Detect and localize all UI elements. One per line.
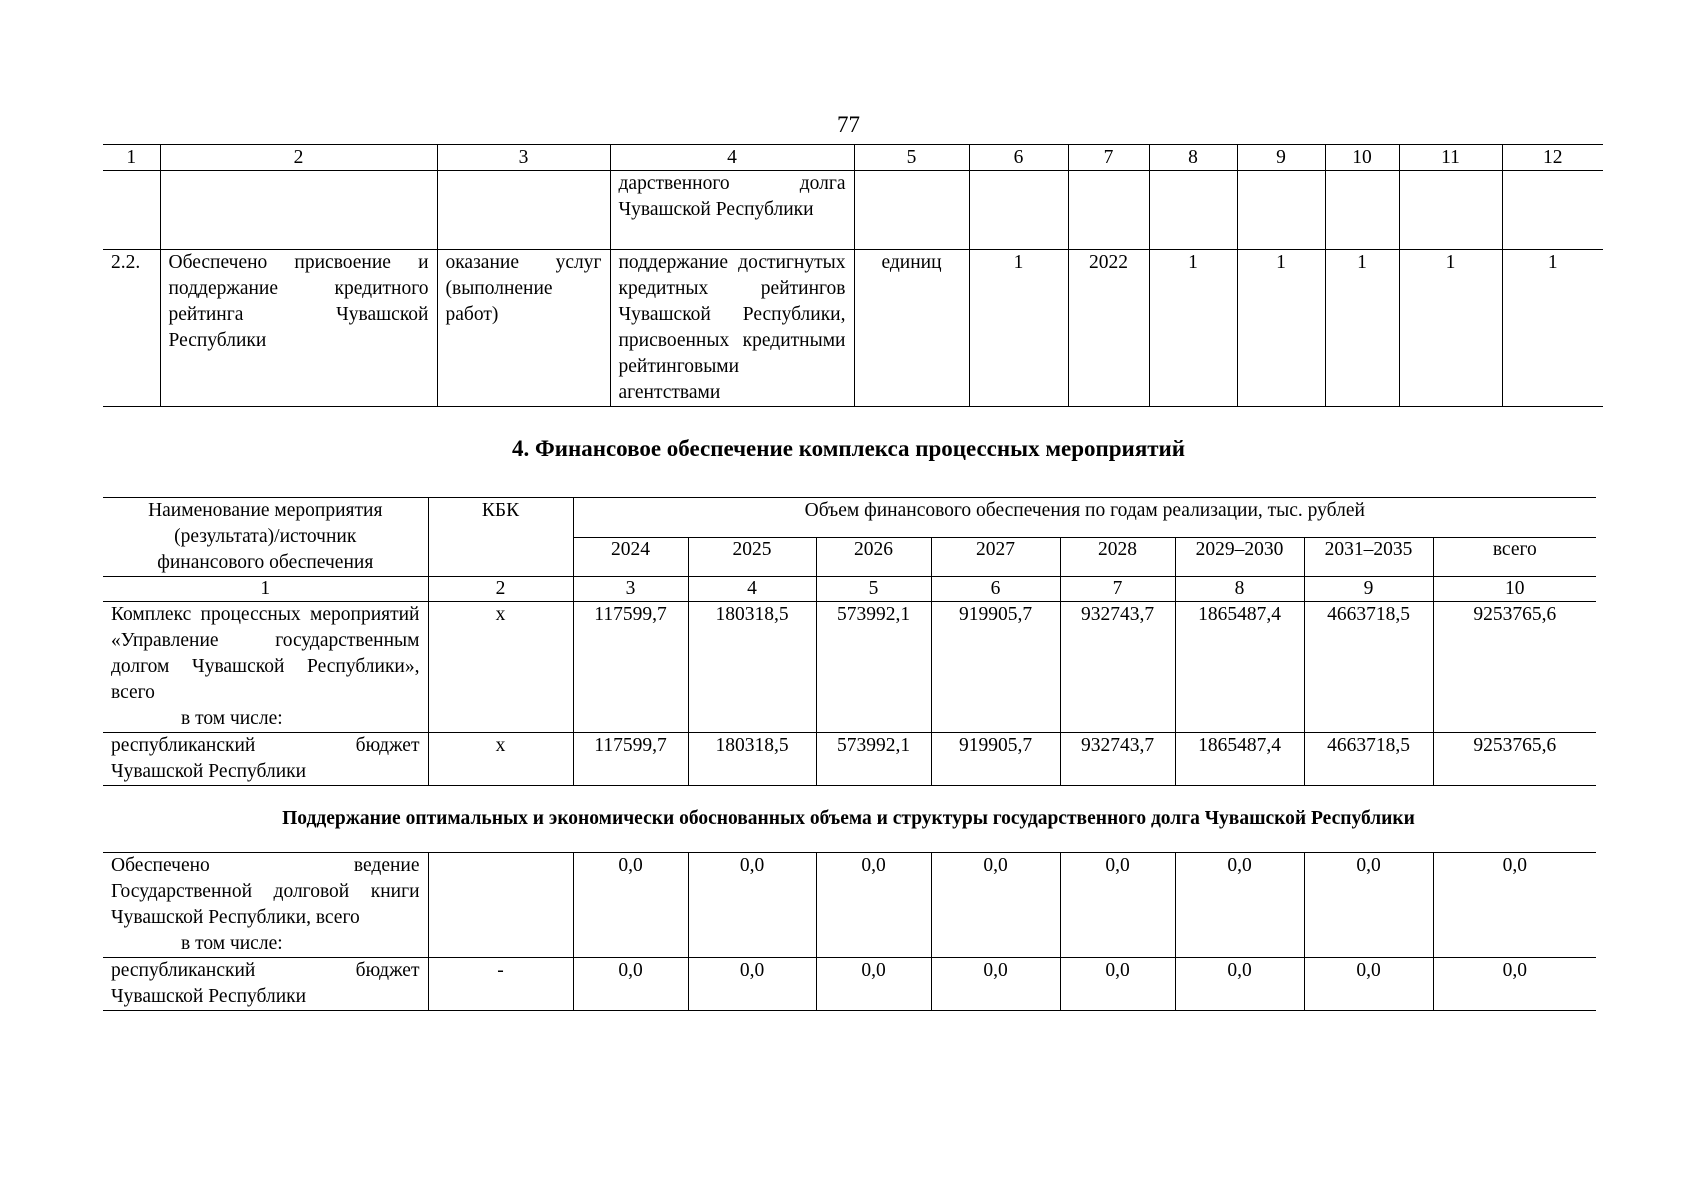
column-number: 8 <box>1149 145 1237 171</box>
amount-cell: 117599,7 <box>573 733 688 786</box>
amount-cell: 0,0 <box>816 853 931 958</box>
kbk-cell: х <box>428 733 573 786</box>
column-number: 7 <box>1068 145 1149 171</box>
amount-cell: 1865487,4 <box>1175 602 1304 733</box>
description-cell: дарственного долга Чувашской Республики <box>610 171 854 250</box>
column-number: 5 <box>854 145 969 171</box>
amount-cell: 0,0 <box>816 958 931 1011</box>
column-number: 12 <box>1502 145 1603 171</box>
financing-table <box>103 497 1596 786</box>
amount-cell: 0,0 <box>1060 853 1175 958</box>
activity-name: Обеспечено ведение Государственной долговой книги Чувашской Республики, всего <box>111 855 420 928</box>
column-number: 11 <box>1399 145 1502 171</box>
amount-cell: 4663718,5 <box>1304 602 1433 733</box>
amount-cell: 0,0 <box>1175 958 1304 1011</box>
value-cell: 1 <box>1502 250 1603 407</box>
subsection-title: Поддержание оптимальных и экономически обоснованных объема и структуры государственного долга Чувашской Республики <box>282 808 1415 829</box>
value-cell: 1 <box>1399 250 1502 407</box>
table-row <box>103 853 1596 958</box>
amount-cell: 4663718,5 <box>1304 733 1433 786</box>
amount-cell: 0,0 <box>1060 958 1175 1011</box>
source-name-cell: республиканский бюджет Чувашской Республики <box>103 733 428 786</box>
kbk-cell: х <box>428 602 573 733</box>
result-name-cell: Обеспечено присвоение и поддержание кредитного рейтинга Чувашской Республики <box>160 250 437 407</box>
column-number: 6 <box>969 145 1068 171</box>
column-number: 6 <box>931 577 1060 602</box>
amount-cell: 932743,7 <box>1060 733 1175 786</box>
amount-cell: 573992,1 <box>816 733 931 786</box>
description-cell: поддержание достигнутых кредитных рейтингов Чувашской Республики, присвоенных кредитными рейтинговыми агентствами <box>610 250 854 407</box>
year-header: 2024 <box>573 538 688 577</box>
source-name-cell: республиканский бюджет Чувашской Республики <box>103 958 428 1011</box>
amount-cell: 1865487,4 <box>1175 733 1304 786</box>
section-title: 4. Финансовое обеспечение комплекса процессных мероприятий <box>511 436 1186 461</box>
activity-name: Комплекс процессных мероприятий «Управление государственным долгом Чувашской Республики», всего <box>111 604 420 703</box>
amount-cell: 0,0 <box>1304 853 1433 958</box>
amount-cell: 573992,1 <box>816 602 931 733</box>
amount-cell: 919905,7 <box>931 602 1060 733</box>
year-header: всего <box>1433 538 1596 577</box>
value-cell: 1 <box>1325 250 1399 407</box>
amount-cell: 180318,5 <box>688 602 816 733</box>
column-number: 7 <box>1060 577 1175 602</box>
column-number: 1 <box>103 145 160 171</box>
table-row <box>103 733 1596 786</box>
column-number: 10 <box>1433 577 1596 602</box>
amount-cell: 0,0 <box>573 958 688 1011</box>
year-cell: 2022 <box>1068 250 1149 407</box>
amount-cell: 0,0 <box>1175 853 1304 958</box>
year-header: 2031–2035 <box>1304 538 1433 577</box>
kbk-cell <box>428 853 573 958</box>
column-number: 4 <box>610 145 854 171</box>
including-label: в том числе: <box>181 933 283 954</box>
page-number: 77 <box>837 112 860 137</box>
column-number: 2 <box>428 577 573 602</box>
value-cell: 1 <box>1237 250 1325 407</box>
amount-cell: 932743,7 <box>1060 602 1175 733</box>
column-number: 9 <box>1304 577 1433 602</box>
amount-cell: 0,0 <box>1433 853 1596 958</box>
amount-cell: 0,0 <box>688 853 816 958</box>
year-header: 2028 <box>1060 538 1175 577</box>
column-number: 4 <box>688 577 816 602</box>
column-numbers-row <box>103 577 1596 602</box>
kbk-cell: - <box>428 958 573 1011</box>
activity-name-cell <box>103 602 428 733</box>
column-number: 2 <box>160 145 437 171</box>
amount-cell: 180318,5 <box>688 733 816 786</box>
amount-cell: 117599,7 <box>573 602 688 733</box>
amount-cell: 0,0 <box>1304 958 1433 1011</box>
year-header: 2027 <box>931 538 1060 577</box>
table-row <box>103 958 1596 1011</box>
table-row <box>103 250 1603 407</box>
including-label: в том числе: <box>181 708 283 729</box>
table-header-row <box>103 145 1603 171</box>
year-header: 2025 <box>688 538 816 577</box>
value-cell: 1 <box>969 250 1068 407</box>
table-header-row <box>103 498 1596 538</box>
type-cell: оказание услуг (выполнение работ) <box>437 250 610 407</box>
column-number: 9 <box>1237 145 1325 171</box>
amount-cell: 9253765,6 <box>1433 602 1596 733</box>
column-number: 8 <box>1175 577 1304 602</box>
column-number: 1 <box>103 577 428 602</box>
column-number: 10 <box>1325 145 1399 171</box>
year-header: 2026 <box>816 538 931 577</box>
table-row <box>103 602 1596 733</box>
year-header: 2029–2030 <box>1175 538 1304 577</box>
header-kbk: КБК <box>428 498 573 577</box>
column-number: 3 <box>437 145 610 171</box>
amount-cell: 0,0 <box>688 958 816 1011</box>
activity-name-cell <box>103 853 428 958</box>
row-number: 2.2. <box>103 250 160 407</box>
header-name: Наименование мероприятия (результата)/источник финансового обеспечения <box>103 498 428 577</box>
financing-table-subsection <box>103 852 1596 1011</box>
value-cell: 1 <box>1149 250 1237 407</box>
results-table <box>103 144 1603 407</box>
amount-cell: 0,0 <box>931 853 1060 958</box>
table-row <box>103 171 1603 250</box>
amount-cell: 919905,7 <box>931 733 1060 786</box>
amount-cell: 0,0 <box>1433 958 1596 1011</box>
column-number: 3 <box>573 577 688 602</box>
amount-cell: 9253765,6 <box>1433 733 1596 786</box>
amount-cell: 0,0 <box>573 853 688 958</box>
unit-cell: единиц <box>854 250 969 407</box>
header-volume: Объем финансового обеспечения по годам реализации, тыс. рублей <box>573 498 1596 538</box>
amount-cell: 0,0 <box>931 958 1060 1011</box>
column-number: 5 <box>816 577 931 602</box>
